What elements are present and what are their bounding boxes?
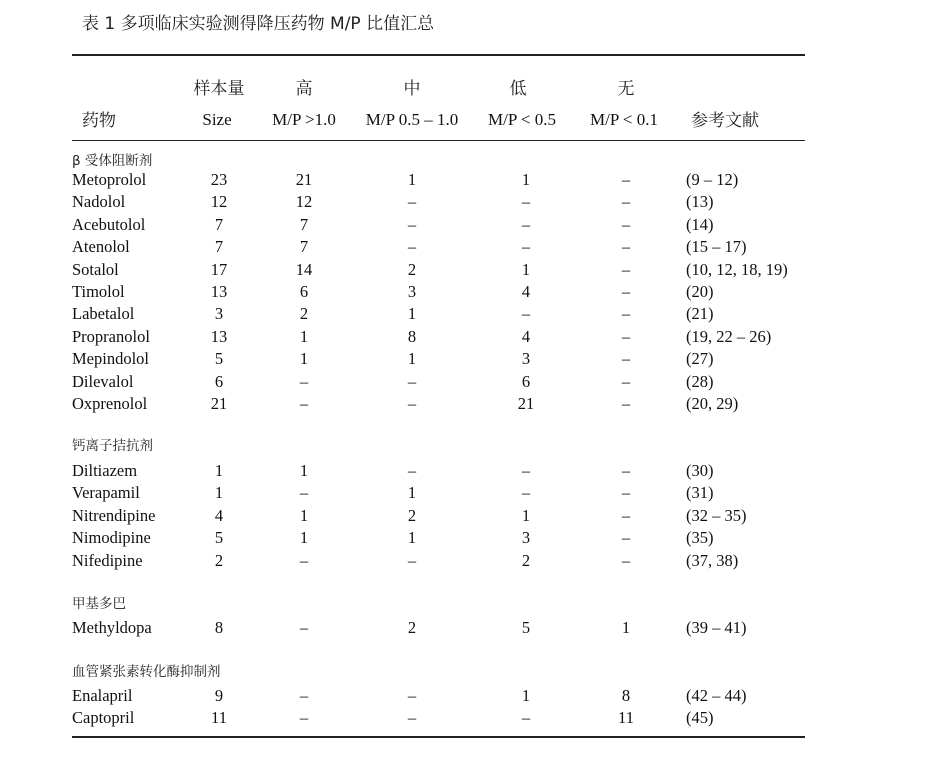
drug-name: Nitrendipine	[72, 506, 156, 525]
header-low-en: M/P < 0.5	[488, 110, 556, 129]
size-value: 7	[214, 237, 224, 256]
table-row	[0, 505, 929, 527]
header-size-zh: 样本量	[193, 79, 245, 99]
drug-name: Atenolol	[72, 237, 130, 256]
table-row	[0, 550, 929, 572]
high-value: 1	[299, 461, 309, 480]
low-value: –	[521, 461, 531, 480]
header-ref: 参考文献	[691, 111, 759, 131]
mid-value: –	[407, 394, 417, 413]
header-high-zh: 高	[295, 79, 313, 99]
drug-name: Sotalol	[72, 260, 119, 279]
group-heading: β 受体阻断剂	[72, 153, 153, 169]
table-row	[0, 482, 929, 504]
table-row	[0, 303, 929, 325]
low-value: 1	[521, 686, 531, 705]
none-value: –	[621, 304, 631, 323]
reference: (15 – 17)	[686, 237, 747, 256]
size-value: 7	[214, 215, 224, 234]
table-row	[0, 371, 929, 393]
none-value: –	[621, 483, 631, 502]
reference: (45)	[686, 708, 714, 727]
reference: (32 – 35)	[686, 506, 747, 525]
low-value: 1	[521, 506, 531, 525]
mid-value: –	[407, 686, 417, 705]
size-value: 21	[210, 394, 228, 413]
size-value: 9	[214, 686, 224, 705]
low-value: 4	[521, 327, 531, 346]
size-value: 3	[214, 304, 224, 323]
group-heading: 钙离子拮抗剂	[72, 438, 153, 454]
none-value: 11	[618, 708, 634, 727]
size-value: 4	[214, 506, 224, 525]
reference: (30)	[686, 461, 714, 480]
drug-name: Nimodipine	[72, 528, 151, 547]
mid-value: 1	[407, 528, 417, 547]
table-row	[0, 236, 929, 258]
reference: (42 – 44)	[686, 686, 747, 705]
size-value: 1	[214, 483, 224, 502]
table-row	[0, 393, 929, 415]
mid-value: –	[407, 215, 417, 234]
mid-value: 2	[407, 618, 417, 637]
table-row	[0, 348, 929, 370]
reference: (9 – 12)	[686, 170, 739, 189]
none-value: 1	[621, 618, 631, 637]
low-value: 1	[521, 260, 531, 279]
mid-value: 1	[407, 349, 417, 368]
high-value: 7	[299, 215, 309, 234]
high-value: 7	[299, 237, 309, 256]
mid-value: –	[407, 237, 417, 256]
low-value: 1	[521, 170, 531, 189]
table-row	[0, 281, 929, 303]
none-value: –	[621, 372, 631, 391]
high-value: 1	[299, 528, 309, 547]
size-value: 23	[210, 170, 228, 189]
drug-name: Mepindolol	[72, 349, 149, 368]
size-value: 5	[214, 349, 224, 368]
group-heading: 甲基多巴	[72, 596, 126, 612]
reference: (37, 38)	[686, 551, 739, 570]
mid-value: 2	[407, 260, 417, 279]
high-value: –	[299, 686, 309, 705]
high-value: 14	[295, 260, 313, 279]
table-row	[0, 707, 929, 729]
high-value: –	[299, 372, 309, 391]
table-title: 表 1 多项临床实验测得降压药物 M/P 比值汇总	[82, 14, 435, 34]
size-value: 8	[214, 618, 224, 637]
low-value: –	[521, 215, 531, 234]
low-value: 3	[521, 528, 531, 547]
none-value: –	[621, 394, 631, 413]
size-value: 12	[210, 192, 228, 211]
mid-value: –	[407, 372, 417, 391]
size-value: 13	[210, 327, 228, 346]
table-row	[0, 191, 929, 213]
top-rule	[72, 54, 805, 56]
size-value: 13	[210, 282, 228, 301]
table-row	[0, 685, 929, 707]
mid-value: 3	[407, 282, 417, 301]
drug-name: Captopril	[72, 708, 135, 727]
header-high-en: M/P >1.0	[272, 110, 336, 129]
none-value: –	[621, 192, 631, 211]
drug-name: Labetalol	[72, 304, 135, 323]
mid-value: –	[407, 551, 417, 570]
reference: (35)	[686, 528, 714, 547]
drug-name: Verapamil	[72, 483, 140, 502]
size-value: 6	[214, 372, 224, 391]
mid-value: –	[407, 461, 417, 480]
mid-value: 8	[407, 327, 417, 346]
mid-value: 1	[407, 304, 417, 323]
table-row	[0, 527, 929, 549]
mid-value: 1	[407, 483, 417, 502]
header-none-zh: 无	[617, 79, 635, 99]
table-row	[0, 326, 929, 348]
none-value: –	[621, 461, 631, 480]
header-none-en: M/P < 0.1	[590, 110, 658, 129]
high-value: –	[299, 551, 309, 570]
drug-name: Oxprenolol	[72, 394, 148, 413]
high-value: –	[299, 708, 309, 727]
header-size-en: Size	[202, 110, 232, 129]
none-value: –	[621, 506, 631, 525]
table-row	[0, 169, 929, 191]
bottom-rule	[72, 736, 805, 738]
low-value: 6	[521, 372, 531, 391]
drug-name: Diltiazem	[72, 461, 138, 480]
none-value: –	[621, 215, 631, 234]
low-value: 5	[521, 618, 531, 637]
high-value: 6	[299, 282, 309, 301]
high-value: 1	[299, 349, 309, 368]
drug-name: Acebutolol	[72, 215, 146, 234]
reference: (20)	[686, 282, 714, 301]
reference: (13)	[686, 192, 714, 211]
low-value: 3	[521, 349, 531, 368]
reference: (31)	[686, 483, 714, 502]
size-value: 5	[214, 528, 224, 547]
low-value: 21	[517, 394, 535, 413]
reference: (21)	[686, 304, 714, 323]
low-value: –	[521, 192, 531, 211]
table-row	[0, 617, 929, 639]
drug-name: Nifedipine	[72, 551, 143, 570]
drug-name: Nadolol	[72, 192, 126, 211]
reference: (10, 12, 18, 19)	[686, 260, 788, 279]
mid-value: –	[407, 708, 417, 727]
none-value: –	[621, 349, 631, 368]
reference: (39 – 41)	[686, 618, 747, 637]
none-value: –	[621, 551, 631, 570]
table-row	[0, 259, 929, 281]
low-value: –	[521, 304, 531, 323]
header-mid-en: M/P 0.5 – 1.0	[365, 110, 459, 129]
table-row	[0, 460, 929, 482]
high-value: –	[299, 483, 309, 502]
drug-name: Methyldopa	[72, 618, 152, 637]
high-value: 12	[295, 192, 313, 211]
header-drug: 药物	[82, 111, 116, 131]
header-mid-zh: 中	[403, 79, 421, 99]
mid-value: 2	[407, 506, 417, 525]
size-value: 2	[214, 551, 224, 570]
reference: (27)	[686, 349, 714, 368]
none-value: –	[621, 528, 631, 547]
group-heading: 血管紧张素转化酶抑制剂	[72, 664, 221, 680]
mid-value: 1	[407, 170, 417, 189]
none-value: –	[621, 282, 631, 301]
high-value: 2	[299, 304, 309, 323]
low-value: –	[521, 237, 531, 256]
low-value: 2	[521, 551, 531, 570]
reference: (19, 22 – 26)	[686, 327, 772, 346]
drug-name: Enalapril	[72, 686, 133, 705]
size-value: 1	[214, 461, 224, 480]
reference: (14)	[686, 215, 714, 234]
low-value: –	[521, 483, 531, 502]
low-value: 4	[521, 282, 531, 301]
header-rule	[72, 140, 805, 141]
size-value: 17	[210, 260, 228, 279]
drug-name: Metoprolol	[72, 170, 147, 189]
none-value: –	[621, 237, 631, 256]
header-low-zh: 低	[509, 79, 527, 99]
high-value: –	[299, 394, 309, 413]
high-value: 1	[299, 506, 309, 525]
none-value: –	[621, 327, 631, 346]
low-value: –	[521, 708, 531, 727]
table-row	[0, 214, 929, 236]
high-value: –	[299, 618, 309, 637]
reference: (20, 29)	[686, 394, 739, 413]
none-value: –	[621, 260, 631, 279]
reference: (28)	[686, 372, 714, 391]
mid-value: –	[407, 192, 417, 211]
none-value: 8	[621, 686, 631, 705]
size-value: 11	[211, 708, 227, 727]
drug-name: Dilevalol	[72, 372, 134, 391]
high-value: 21	[295, 170, 313, 189]
drug-name: Propranolol	[72, 327, 150, 346]
drug-name: Timolol	[72, 282, 125, 301]
none-value: –	[621, 170, 631, 189]
high-value: 1	[299, 327, 309, 346]
